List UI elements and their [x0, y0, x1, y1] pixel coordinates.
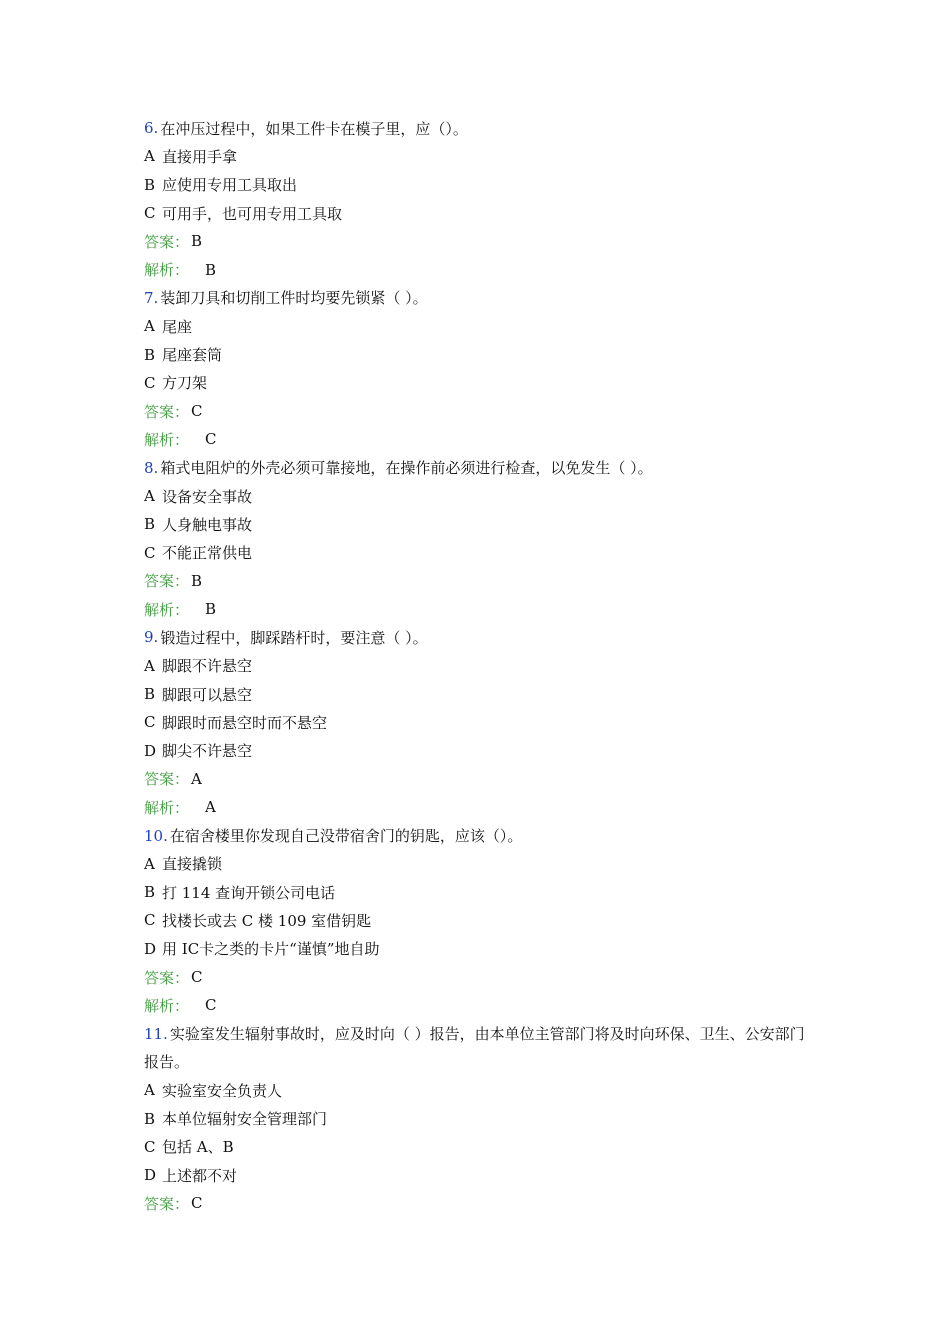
option-key: A — [144, 854, 155, 873]
answer-line — [144, 765, 814, 793]
question-10 — [144, 821, 814, 849]
explanation-value: B — [205, 260, 217, 279]
question-9 — [144, 623, 814, 651]
option-key: A — [144, 317, 155, 336]
answer-label: 答案： — [144, 968, 190, 987]
explanation-label: 解析： — [144, 430, 190, 449]
explanation-value: A — [205, 798, 216, 817]
option-a — [144, 142, 814, 170]
option-key: D — [144, 741, 157, 760]
question-11 — [144, 1020, 814, 1077]
explanation-value: B — [205, 600, 217, 619]
document-page — [144, 114, 814, 1218]
option-c — [144, 538, 814, 566]
explanation-line — [144, 991, 814, 1019]
answer-line — [144, 397, 814, 425]
question-number-dot: . — [153, 119, 159, 138]
explanation-line — [144, 425, 814, 453]
option-text: 尾座 — [162, 317, 193, 336]
option-key: C — [144, 543, 156, 562]
question-number: 9 — [144, 628, 154, 647]
option-text: 脚尖不许悬空 — [162, 742, 253, 761]
option-text: 打 114 查询开锁公司电话 — [162, 883, 336, 902]
answer-value: C — [191, 402, 203, 421]
option-a — [144, 652, 814, 680]
question-6 — [144, 114, 814, 142]
explanation-line — [144, 255, 814, 283]
option-text: 人身触电事故 — [162, 515, 253, 534]
question-number: 10 — [144, 826, 164, 845]
explanation-value: C — [205, 430, 217, 449]
answer-line — [144, 227, 814, 255]
answer-label: 答案： — [144, 232, 190, 251]
answer-label: 答案： — [144, 572, 190, 591]
option-key: B — [144, 883, 156, 902]
option-text: 包括 A、B — [162, 1138, 234, 1157]
option-c — [144, 369, 814, 397]
answer-value: B — [191, 232, 203, 251]
option-d — [144, 1161, 814, 1189]
option-b — [144, 171, 814, 199]
question-number-dot: . — [153, 628, 159, 647]
option-c — [144, 199, 814, 227]
explanation-line — [144, 793, 814, 821]
option-text: 设备安全事故 — [162, 487, 253, 506]
question-number: 8 — [144, 458, 154, 477]
option-c — [144, 1133, 814, 1161]
answer-label: 答案： — [144, 402, 190, 421]
option-a — [144, 850, 814, 878]
option-text: 方刀架 — [162, 374, 208, 393]
question-7 — [144, 284, 814, 312]
option-text: 上述都不对 — [162, 1166, 238, 1185]
option-c — [144, 906, 814, 934]
option-b — [144, 878, 814, 906]
option-key: B — [144, 515, 156, 534]
option-c — [144, 708, 814, 736]
option-b — [144, 340, 814, 368]
question-number: 11 — [144, 1024, 164, 1043]
option-text: 本单位辐射安全管理部门 — [162, 1110, 328, 1129]
option-key: C — [144, 911, 156, 930]
option-d — [144, 935, 814, 963]
question-number: 7 — [144, 288, 154, 307]
answer-line — [144, 567, 814, 595]
option-text: 直接撬锁 — [162, 855, 223, 874]
option-text: 用 IC卡之类的卡片“谨慎”地自助 — [162, 940, 380, 959]
option-text: 不能正常供电 — [162, 544, 253, 563]
explanation-line — [144, 595, 814, 623]
question-text: 在宿舍楼里你发现自己没带宿舍门的钥匙，应该（）。 — [169, 827, 523, 846]
option-text: 实验室安全负责人 — [162, 1081, 283, 1100]
option-d — [144, 737, 814, 765]
option-text: 脚跟不许悬空 — [162, 657, 253, 676]
option-key: A — [144, 487, 155, 505]
option-text: 可用手，也可用专用工具取 — [162, 204, 343, 223]
answer-label: 答案： — [144, 1194, 190, 1213]
explanation-value: C — [205, 996, 217, 1015]
question-number-dot: . — [163, 1024, 168, 1043]
option-b — [144, 1104, 814, 1132]
option-key: C — [144, 373, 156, 392]
option-a — [144, 312, 814, 340]
question-number-dot: . — [153, 458, 159, 477]
option-a — [144, 482, 814, 510]
question-number-dot: . — [153, 288, 159, 307]
explanation-label: 解析： — [144, 261, 190, 280]
question-number: 6 — [144, 119, 154, 138]
option-key: B — [144, 1109, 156, 1128]
answer-value: A — [191, 769, 202, 788]
question-8 — [144, 454, 814, 482]
question-text: 装卸刀具和切削工件时均要先锁紧（ ）。 — [160, 289, 428, 308]
answer-value: C — [191, 968, 203, 987]
option-a — [144, 1076, 814, 1104]
option-text: 脚跟时而悬空时而不悬空 — [162, 713, 328, 732]
question-number-dot: . — [163, 826, 168, 845]
option-key: D — [144, 939, 157, 958]
option-b — [144, 680, 814, 708]
answer-line — [144, 1189, 814, 1217]
option-key: A — [144, 656, 155, 675]
option-key: B — [144, 175, 156, 194]
option-key: C — [144, 204, 156, 223]
option-key: B — [144, 685, 156, 704]
option-key: C — [144, 1137, 156, 1156]
option-key: D — [144, 1166, 157, 1185]
question-text: 锻造过程中，脚踩踏杆时，要注意（ ）。 — [160, 628, 428, 647]
explanation-label: 解析： — [144, 798, 190, 817]
explanation-label: 解析： — [144, 600, 190, 619]
option-text: 脚跟可以悬空 — [162, 685, 253, 704]
option-b — [144, 510, 814, 538]
answer-label: 答案： — [144, 770, 190, 789]
question-text: 在冲压过程中，如果工件卡在模子里，应（）。 — [160, 119, 468, 138]
option-text: 直接用手拿 — [162, 147, 238, 166]
option-key: A — [144, 1081, 155, 1100]
answer-value: C — [191, 1194, 203, 1213]
answer-line — [144, 963, 814, 991]
explanation-label: 解析： — [144, 996, 190, 1015]
question-text: 实验室发生辐射事故时，应及时向（ ）报告，由本单位主管部门将及时向环保、卫生、公安部门报告。 — [144, 1024, 805, 1071]
option-key: B — [144, 345, 156, 364]
option-text: 找楼长或去 C 楼 109 室借钥匙 — [162, 911, 372, 930]
option-text: 应使用专用工具取出 — [162, 176, 298, 195]
answer-value: B — [191, 571, 203, 590]
question-text: 箱式电阻炉的外壳必须可靠接地，在操作前必须进行检查，以免发生（ ）。 — [160, 459, 653, 478]
option-text: 尾座套筒 — [162, 346, 223, 365]
option-key: A — [144, 147, 155, 166]
option-key: C — [144, 713, 156, 732]
